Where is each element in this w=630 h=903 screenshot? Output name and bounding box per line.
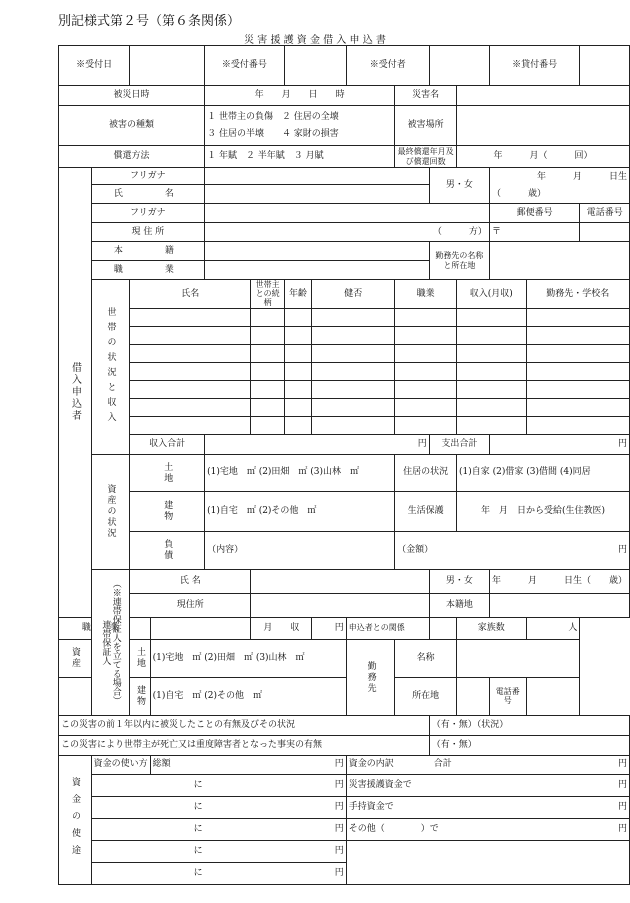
hh-income-cell[interactable]: [457, 326, 527, 344]
debt-amount-label: （金額）: [397, 544, 434, 555]
guarantor-name-label: 氏 名: [130, 569, 251, 593]
source-line[interactable]: [346, 818, 629, 840]
guarantor-work-addr-label: 所在地: [395, 677, 457, 715]
receipt-date-field[interactable]: [130, 46, 205, 86]
guarantor-monthly-field[interactable]: [312, 617, 346, 639]
hh-age-cell[interactable]: [284, 308, 312, 326]
household-row: [59, 380, 630, 398]
household-col-health: 健否: [312, 280, 395, 309]
guarantor-building-label: 建物: [130, 677, 150, 715]
workplace-label: 勤務先の名称と所在地: [429, 242, 489, 280]
usage-ni: に: [193, 779, 203, 790]
loan-application-form: [58, 45, 630, 885]
receipt-no-field[interactable]: [284, 46, 346, 86]
guarantor-relation-label: 申込者との関係: [346, 617, 429, 639]
usage-ni: に: [193, 845, 203, 856]
occupation-field[interactable]: [205, 261, 430, 280]
guarantor-address-label: 現住所: [130, 593, 251, 617]
damage-type-label: 被害の種類: [59, 106, 205, 146]
hh-name-cell[interactable]: [130, 326, 251, 344]
applicant-section-label: 借入申込者: [59, 168, 92, 618]
applicant-birth-date: 年 月 日生: [536, 172, 627, 183]
loan-no-label: ※貸付番号: [489, 46, 579, 86]
guarantor-family-field[interactable]: [526, 617, 580, 639]
damage-type-line1: １ 世帯主の負傷 ２ 住居の全壊: [207, 112, 339, 123]
hh-name-cell[interactable]: [130, 398, 251, 416]
hh-health-cell[interactable]: [312, 326, 395, 344]
hh-age-cell[interactable]: [284, 416, 312, 434]
yen-unit: 円: [617, 438, 627, 449]
applicant-age: （ 歳）: [491, 188, 546, 199]
answer-death-disability[interactable]: （有・無）: [429, 735, 629, 755]
assets-section-label: 資産の状況: [91, 454, 130, 569]
damage-type-options[interactable]: [205, 106, 395, 146]
yen-unit: 円: [617, 544, 627, 555]
guarantor-occupation-field[interactable]: [150, 617, 251, 639]
occupation-label: 職 業: [91, 261, 205, 280]
address-label: 現 住 所: [91, 223, 205, 242]
hh-relation-cell[interactable]: [251, 416, 284, 434]
yen-unit: 円: [617, 779, 627, 790]
guarantor-work-addr-field[interactable]: [457, 677, 490, 715]
guarantor-family-label: 家族数: [457, 617, 527, 639]
yen-unit: 円: [617, 823, 627, 834]
usage-line[interactable]: [91, 862, 346, 884]
welfare-label: 生活保護: [395, 491, 457, 531]
guarantor-label: 連帯保証人: [100, 619, 111, 665]
guarantor-honseki-field[interactable]: [489, 593, 629, 617]
household-row: [59, 344, 630, 362]
guarantor-assets-blank: [59, 677, 92, 715]
yen-unit: 円: [334, 845, 344, 856]
form-title: 災 害 援 護 資 金 借 入 申 込 書: [244, 35, 386, 46]
debt-content-label: （内容）: [207, 544, 244, 555]
hh-school-cell[interactable]: [526, 380, 629, 398]
yen-unit: 円: [417, 438, 427, 449]
hh-occupation-cell[interactable]: [395, 416, 457, 434]
address-furigana-label: フリガナ: [91, 204, 205, 223]
final-repayment-field[interactable]: 年 月（ 回）: [457, 146, 630, 168]
guarantor-work-name-field[interactable]: [457, 639, 580, 677]
applicant-birth[interactable]: [489, 168, 629, 204]
source-label: 災害援護資金で: [348, 779, 412, 790]
postal-code-label: 郵便番号: [489, 204, 579, 223]
guarantor-note: （※連帯保証人を立てる場合）: [110, 579, 121, 706]
honseki-label: 本 籍: [91, 242, 205, 261]
postal-code-field[interactable]: [489, 223, 579, 242]
income-total-label: 収入合計: [130, 434, 205, 454]
applicant-furigana-label: フリガナ: [91, 168, 205, 185]
household-row: [59, 326, 630, 344]
hh-school-cell[interactable]: [526, 326, 629, 344]
guarantor-monthly-label: 月 収: [251, 617, 312, 639]
hh-occupation-cell[interactable]: [395, 380, 457, 398]
hh-income-cell[interactable]: [457, 344, 527, 362]
hh-relation-cell[interactable]: [251, 398, 284, 416]
hh-health-cell[interactable]: [312, 398, 395, 416]
hh-age-cell[interactable]: [284, 344, 312, 362]
household-col-age: 年齢: [284, 280, 312, 309]
hh-health-cell[interactable]: [312, 380, 395, 398]
source-label: その他（ ）で: [348, 823, 439, 834]
usage-ni: に: [193, 823, 203, 834]
funds-total-label: 総額: [152, 759, 171, 770]
disaster-date-label: 被災日時: [59, 86, 205, 106]
applicant-sex[interactable]: 男・女: [429, 168, 489, 204]
usage-line[interactable]: [91, 840, 346, 862]
hh-income-cell[interactable]: [457, 308, 527, 326]
welfare-field[interactable]: 年 月 日から受給(生住教医): [457, 491, 630, 531]
household-col-school: 勤務先・学校名: [526, 280, 629, 309]
guarantor-work-label: 勤務先: [346, 639, 394, 715]
damage-place-field[interactable]: [457, 106, 630, 146]
yen-unit: 円: [334, 779, 344, 790]
hh-occupation-cell[interactable]: [395, 398, 457, 416]
hh-income-cell[interactable]: [457, 362, 527, 380]
applicant-name-label: 氏 名: [91, 185, 205, 204]
hh-income-cell[interactable]: [457, 380, 527, 398]
receipt-date-label: ※受付日: [59, 46, 130, 86]
household-col-income: 収入(月収): [457, 280, 527, 309]
source-blank[interactable]: [346, 840, 629, 884]
receipt-no-label: ※受付番号: [205, 46, 285, 86]
hh-income-cell[interactable]: [457, 416, 527, 434]
guarantor-land-label: 土地: [130, 639, 150, 677]
hh-age-cell[interactable]: [284, 398, 312, 416]
usage-ni: に: [193, 867, 203, 878]
funds-breakdown-row[interactable]: [346, 755, 629, 774]
hh-health-cell[interactable]: [312, 362, 395, 380]
phone-field[interactable]: [580, 223, 630, 242]
yen-unit: 円: [334, 622, 344, 633]
honseki-field[interactable]: [205, 242, 430, 261]
receiver-label: ※受付者: [346, 46, 429, 86]
household-col-name: 氏名: [130, 280, 251, 309]
postal-mark: 〒: [491, 226, 501, 237]
hh-occupation-cell[interactable]: [395, 308, 457, 326]
housing-label: 住居の状況: [395, 454, 457, 491]
expense-total-field[interactable]: [489, 434, 629, 454]
phone-label: 電話番号: [580, 204, 630, 223]
usage-ni: に: [193, 801, 203, 812]
hh-relation-cell[interactable]: [251, 362, 284, 380]
hh-school-cell[interactable]: [526, 398, 629, 416]
form-number: 別記様式第２号（第６条関係）: [58, 14, 241, 29]
hh-relation-cell[interactable]: [251, 344, 284, 362]
funds-usage-label: 資金の使い方: [91, 755, 150, 774]
loan-no-field[interactable]: [580, 46, 630, 86]
usage-line[interactable]: [91, 774, 346, 796]
hh-school-cell[interactable]: [526, 416, 629, 434]
hh-name-cell[interactable]: [130, 308, 251, 326]
hh-name-cell[interactable]: [130, 380, 251, 398]
repayment-method-label: 償還方法: [59, 146, 205, 168]
source-line[interactable]: [346, 774, 629, 796]
housing-options[interactable]: (1)自家 (2)借家 (3)借間 (4)同居: [457, 454, 630, 491]
building-label: 建物: [130, 491, 205, 531]
guarantor-relation-field[interactable]: [429, 617, 456, 639]
hh-relation-cell[interactable]: [251, 308, 284, 326]
guarantor-work-name-label: 名称: [395, 639, 457, 677]
guarantor-honseki-label: 本籍地: [429, 593, 489, 617]
hh-occupation-cell[interactable]: [395, 362, 457, 380]
hh-age-cell[interactable]: [284, 380, 312, 398]
guarantor-address-field[interactable]: [251, 593, 429, 617]
land-detail[interactable]: (1)宅地 ㎡ (2)田畑 ㎡ (3)山林 ㎡: [205, 454, 395, 491]
guarantor-name-field[interactable]: [251, 569, 429, 593]
guarantor-assets-label: 資産: [59, 639, 92, 677]
hh-school-cell[interactable]: [526, 308, 629, 326]
hh-occupation-cell[interactable]: [395, 326, 457, 344]
debt-amount[interactable]: [395, 531, 630, 569]
guarantor-phone-field[interactable]: [526, 677, 580, 715]
question-prior-disaster: この災害の前１年以内に被災したことの有無及びその状況: [59, 715, 430, 735]
yen-unit: 円: [617, 801, 627, 812]
receiver-field[interactable]: [429, 46, 489, 86]
funds-breakdown-label: 資金の内訳: [348, 759, 394, 770]
yen-unit: 円: [334, 759, 344, 770]
household-row: [59, 398, 630, 416]
applicant-name-field[interactable]: [205, 185, 430, 204]
disaster-date-field[interactable]: 年 月 日 時: [205, 86, 395, 106]
address-furigana-field[interactable]: [205, 204, 490, 223]
land-label: 土地: [130, 454, 205, 491]
hh-name-cell[interactable]: [130, 362, 251, 380]
workplace-field[interactable]: [489, 242, 629, 280]
hh-age-cell[interactable]: [284, 362, 312, 380]
source-line[interactable]: [346, 796, 629, 818]
answer-prior-disaster[interactable]: （有・無）（状況）: [429, 715, 629, 735]
usage-line[interactable]: [91, 818, 346, 840]
household-row: [59, 362, 630, 380]
hh-relation-cell[interactable]: [251, 380, 284, 398]
expense-total-label: 支出合計: [429, 434, 489, 454]
yen-unit: 円: [334, 801, 344, 812]
household-col-relation: 世帯主との続柄: [251, 280, 284, 309]
income-total-field[interactable]: [205, 434, 430, 454]
hh-health-cell[interactable]: [312, 344, 395, 362]
source-label: 手持資金で: [348, 801, 394, 812]
yen-unit: 円: [334, 867, 344, 878]
hh-income-cell[interactable]: [457, 398, 527, 416]
repayment-method-options[interactable]: １ 年賦 ２ 半年賦 ３ 月賦: [205, 146, 395, 168]
yen-unit: 円: [334, 823, 344, 834]
damage-place-label: 被害場所: [395, 106, 457, 146]
hh-school-cell[interactable]: [526, 344, 629, 362]
hh-health-cell[interactable]: [312, 416, 395, 434]
hh-name-cell[interactable]: [130, 344, 251, 362]
disaster-name-label: 災害名: [395, 86, 457, 106]
people-unit: 人: [568, 622, 578, 633]
household-col-occupation: 職業: [395, 280, 457, 309]
funds-total-row[interactable]: [150, 755, 346, 774]
household-section-label: 世帯の状況と収入: [91, 280, 130, 455]
funds-section-label: 資金の使途: [59, 755, 92, 884]
hh-occupation-cell[interactable]: [395, 344, 457, 362]
hh-health-cell[interactable]: [312, 308, 395, 326]
guarantor-phone-label: 電話番号: [489, 677, 526, 715]
final-repayment-label: 最終償還年月及び償還回数: [395, 146, 457, 168]
address-field[interactable]: [205, 223, 490, 242]
guarantor-section: [91, 569, 130, 715]
hh-name-cell[interactable]: [130, 416, 251, 434]
direction-note: （ 方）: [432, 226, 487, 237]
guarantor-building-detail[interactable]: (1)自宅 ㎡ (2)その他 ㎡: [150, 677, 346, 715]
yen-unit: 円: [617, 759, 627, 770]
debt-label: 負債: [130, 531, 205, 569]
hh-relation-cell[interactable]: [251, 326, 284, 344]
hh-school-cell[interactable]: [526, 362, 629, 380]
guarantor-birth[interactable]: 年 月 日生（ 歳）: [489, 569, 629, 593]
question-death-disability: この災害により世帯主が死亡又は重度障害者となった事実の有無: [59, 735, 430, 755]
guarantor-sex[interactable]: 男・女: [429, 569, 489, 593]
household-row: [59, 416, 630, 434]
building-detail[interactable]: (1)自宅 ㎡ (2)その他 ㎡: [205, 491, 395, 531]
disaster-name-field[interactable]: [457, 86, 630, 106]
funds-sum-label: 合計: [433, 759, 452, 770]
damage-type-line2: ３ 住居の半壊 ４ 家財の損害: [207, 128, 339, 139]
hh-age-cell[interactable]: [284, 326, 312, 344]
debt-content[interactable]: [205, 531, 395, 569]
guarantor-land-detail[interactable]: (1)宅地 ㎡ (2)田畑 ㎡ (3)山林 ㎡: [150, 639, 346, 677]
household-row: [59, 308, 630, 326]
guarantor-occupation-label: 職 業: [59, 617, 151, 639]
applicant-furigana-field[interactable]: [205, 168, 430, 185]
usage-line[interactable]: [91, 796, 346, 818]
